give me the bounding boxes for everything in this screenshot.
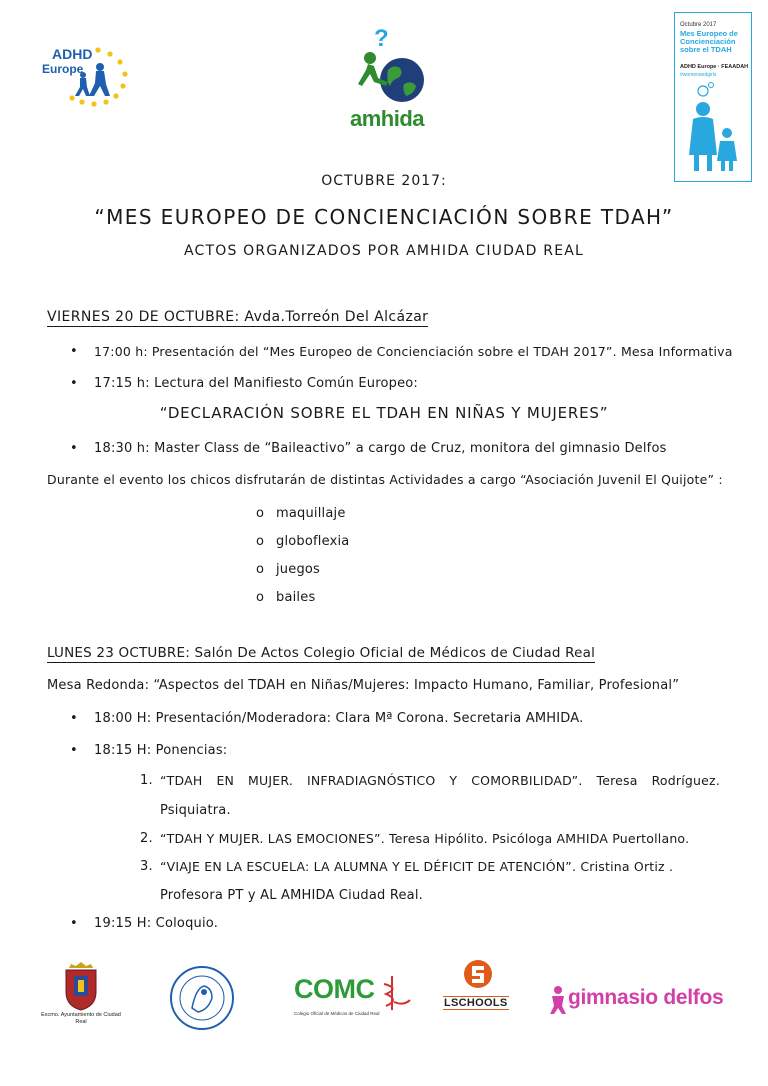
monday-item-1: 18:00 H: Presentación/Moderadora: Clara Mª Corona. Secretaria AMHIDA. — [94, 711, 584, 726]
monday-item-3: 19:15 H: Coloquio. — [94, 916, 219, 931]
poster-date: Octubre 2017 — [680, 22, 717, 28]
dancer-icon — [546, 984, 568, 1016]
talk-number: 1. — [140, 773, 153, 788]
activities-intro: Durante el evento los chicos disfrutarán de distintas Actividades a cargo “Asociación Juvenil El Quijote” : — [47, 472, 723, 487]
monday-heading: LUNES 23 OCTUBRE: Salón De Actos Colegio Oficial de Médicos de Ciudad Real — [47, 645, 596, 661]
activity-item: globoflexia — [276, 534, 350, 549]
bullet-dot: • — [70, 441, 78, 456]
sub-bullet: o — [256, 534, 264, 549]
quijote-seal-icon — [168, 964, 236, 1032]
talk-2-line1: “TDAH Y MUJER. LAS EMOCIONES”. Teresa Hipólito. Psicóloga AMHIDA Puertollano. — [160, 831, 690, 846]
comc-logo — [292, 972, 418, 1022]
globe-runner-icon — [344, 24, 434, 108]
talk-1-line1: “TDAH EN MUJER. INFRADIAGNÓSTICO Y COMORBILIDAD”. Teresa Rodríguez. — [160, 773, 720, 788]
asociacion-quijote-logo — [168, 964, 236, 1032]
amhida-wordmark: amhida — [350, 106, 425, 131]
schools-wordmark: LSCHOOLS — [444, 997, 508, 1009]
page-subtitle: ACTOS ORGANIZADOS POR AMHIDA CIUDAD REAL — [183, 243, 585, 259]
activity-item: maquillaje — [276, 506, 346, 521]
schools-emblem-icon — [442, 956, 514, 994]
poster-title: Mes Europeo de Concienciación sobre el TDAH — [680, 29, 738, 54]
adhd-logo-line2: Europe — [42, 62, 84, 76]
activity-item: juegos — [276, 562, 321, 577]
sub-bullet: o — [256, 506, 264, 521]
comc-wordmark: COMC — [294, 974, 375, 1004]
friday-item-1: 17:00 h: Presentación del “Mes Europeo de Concienciación sobre el TDAH 2017”. Mesa Informativa — [94, 344, 733, 359]
declaration-title: “DECLARACIÓN SOBRE EL TDAH EN NIÑAS Y MUJERES” — [159, 404, 609, 422]
adhd-europe-logo — [36, 40, 136, 112]
friday-heading: VIERNES 20 DE OCTUBRE: Avda.Torreón Del Alcázar — [47, 309, 429, 325]
caduceus-icon — [378, 972, 418, 1016]
bullet-dot: • — [70, 743, 78, 758]
gimnasio-delfos-logo — [546, 984, 736, 1016]
sub-bullet: o — [256, 562, 264, 577]
comc-caption: Colegio Oficial de Médicos de Ciudad Real — [294, 1011, 380, 1016]
talk-number: 2. — [140, 831, 153, 846]
poster-hashtag: #womenandgirls — [680, 72, 717, 78]
bullet-dot: • — [70, 344, 78, 359]
talk-1-line2: Psiquiatra. — [160, 803, 231, 818]
coat-of-arms-icon — [36, 962, 126, 1012]
title-month: OCTUBRE 2017: — [321, 173, 447, 189]
bullet-dot: • — [70, 711, 78, 726]
friday-item-3: 18:30 h: Master Class de “Baileactivo” a cargo de Cruz, monitora del gimnasio Delfos — [94, 441, 667, 456]
poster-org: ADHD Europe · FEAADAH — [680, 64, 749, 70]
bullet-dot: • — [70, 916, 78, 931]
adhd-logo-line1: ADHD — [52, 46, 93, 62]
ayuntamiento-logo — [36, 962, 126, 1032]
monday-item-2: 18:15 H: Ponencias: — [94, 743, 228, 758]
ayuntamiento-caption: Excmo. Ayuntamiento de Ciudad Real — [41, 1012, 121, 1025]
mother-daughter-icon — [675, 81, 751, 181]
awareness-poster — [674, 12, 752, 182]
sub-bullet: o — [256, 590, 264, 605]
round-table-title: Mesa Redonda: “Aspectos del TDAH en Niñas/Mujeres: Impacto Humano, Familiar, Profesional” — [47, 678, 680, 693]
schools-logo — [442, 956, 514, 1016]
friday-item-2: 17:15 h: Lectura del Manifiesto Común Europeo: — [94, 376, 419, 391]
svg-text:?: ? — [374, 25, 389, 52]
delfos-wordmark: gimnasio delfos — [568, 986, 724, 1009]
bullet-dot: • — [70, 376, 78, 391]
activity-item: bailes — [276, 590, 316, 605]
talk-3-line2: Profesora PT y AL AMHIDA Ciudad Real. — [160, 888, 423, 903]
page-title: “MES EUROPEO DE CONCIENCIACIÓN SOBRE TDAH” — [94, 205, 674, 229]
amhida-logo — [344, 24, 434, 136]
talk-3-line1: “VIAJE EN LA ESCUELA: LA ALUMNA Y EL DÉFICIT DE ATENCIÓN”. Cristina Ortiz . — [160, 859, 674, 874]
talk-number: 3. — [140, 859, 153, 874]
